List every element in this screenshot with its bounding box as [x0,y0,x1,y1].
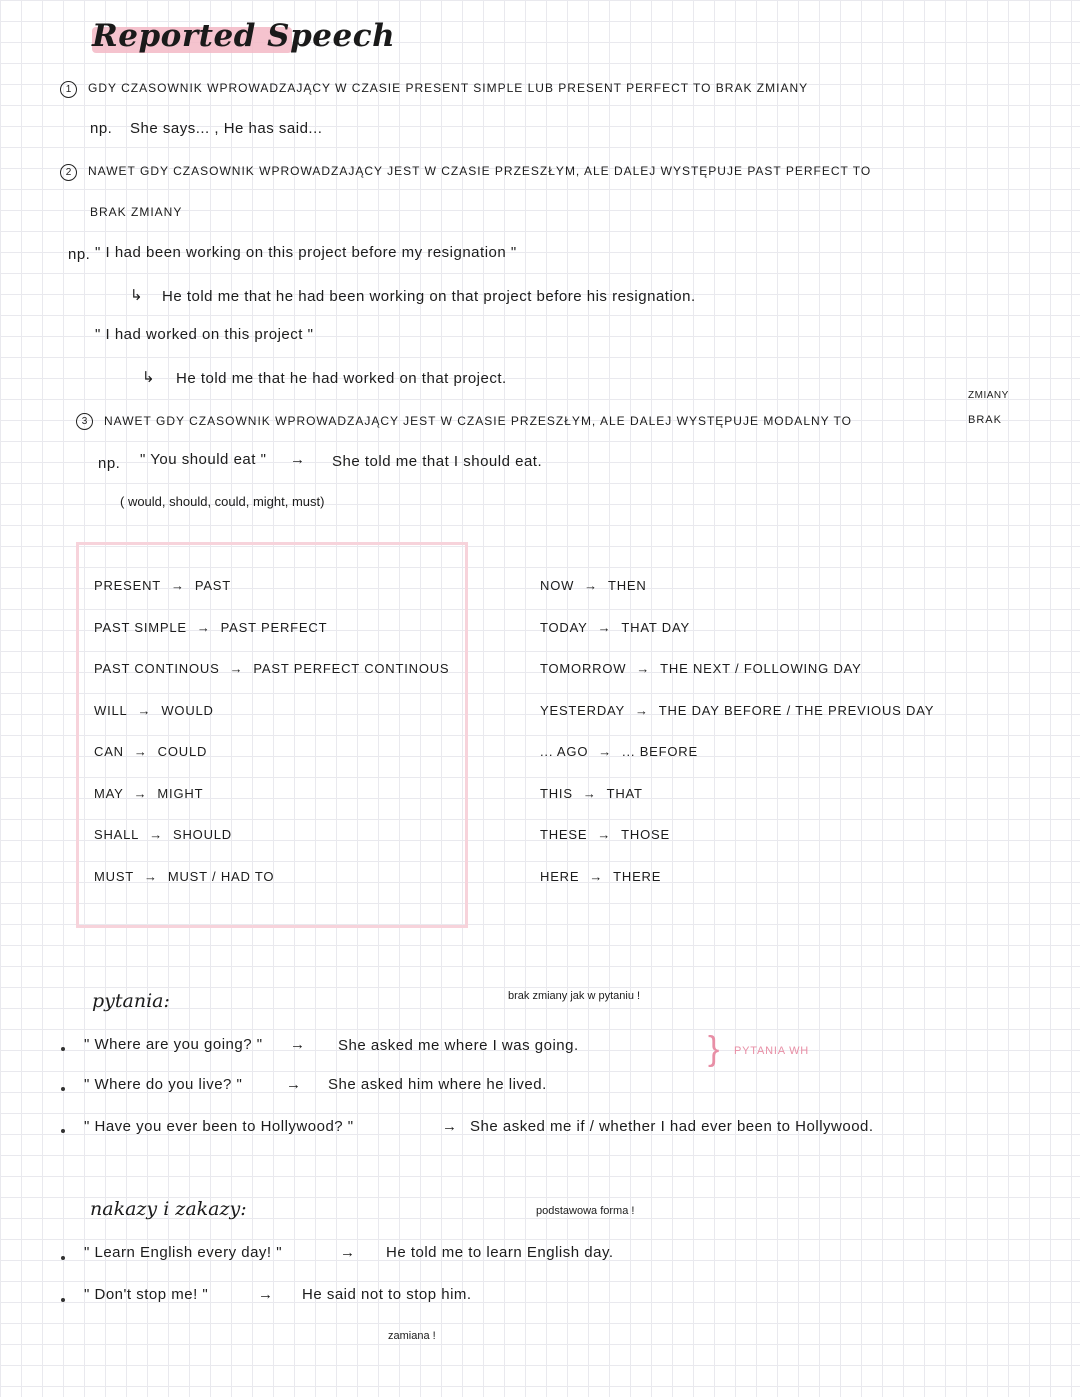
arrow-icon: → [229,661,244,676]
rule-number-3: 3 [76,413,93,430]
time-change-to: THERE [613,868,662,884]
arrow-icon: → [196,619,211,635]
tense-change-row [94,661,449,676]
tense-change-row [94,578,231,593]
bullet [61,1298,65,1302]
command-2-answer: He said not to stop him. [302,1286,472,1303]
arrow-icon: → [133,744,148,759]
time-change-row [540,620,690,635]
example-2-quote-1: " I had been working on this project before my resignation " [95,244,517,261]
tense-change-to: PAST [194,578,232,593]
rule-number-2: 2 [60,164,77,181]
command-2: " Don't stop me! " [84,1286,209,1303]
arrow-icon: → [137,702,152,718]
example-3-answer: She told me that I should eat. [332,453,543,470]
arrow-icon: → [582,785,597,801]
arrow-icon: → [149,827,164,842]
time-change-to: THE DAY BEFORE / THE PREVIOUS DAY [658,702,935,718]
time-change-row [540,744,698,759]
time-change-to: THE NEXT / FOLLOWING DAY [660,661,862,676]
tense-change-row [94,786,203,801]
arrow-icon: → [144,868,158,884]
time-change-from: THIS [540,785,573,801]
tense-change-to: SHOULD [173,827,232,842]
commands-heading: nakazy i zakazy: [90,1198,247,1220]
time-change-to: THAT [606,785,643,801]
tense-change-to: MIGHT [157,785,204,801]
rule-1-example-prefix: np. [90,120,113,137]
time-change-row [540,661,862,676]
time-change-row [540,869,661,884]
commands-note: podstawowa forma ! [536,1205,635,1217]
tense-change-from: PAST SIMPLE [94,619,187,635]
wh-questions-label: PYTANIA WH [734,1045,810,1057]
bullet [61,1087,65,1091]
rule-number-1: 1 [60,81,77,98]
rule-3-aside-bottom: BRAK [968,414,1002,426]
arrow-icon: → [171,578,185,593]
time-change-from: ... AGO [540,744,589,759]
tense-change-row [94,827,232,842]
command-1-arrow: → [340,1244,356,1261]
time-change-from: THESE [540,827,588,842]
tense-change-from: CAN [94,744,124,759]
page-title: Reported Speech [92,18,396,54]
arrow-icon: → [598,744,613,759]
time-change-from: YESTERDAY [540,702,625,718]
rule-2-text-line1: NAWET GDY CZASOWNIK WPROWADZAJĄCY JEST W CZASIE PRZESZŁYM, ALE DALEJ WYSTĘPUJE PAST PERFECT TO [88,164,872,178]
arrow-icon: → [634,702,649,718]
arrow-icon: → [133,785,148,801]
question-3: " Have you ever been to Hollywood? " [84,1118,354,1135]
tense-change-from: WILL [94,702,128,718]
example-2-quote-2: " I had worked on this project " [95,326,314,343]
rule-2-text-line2: BRAK ZMIANY [90,205,183,219]
question-2-answer: She asked him where he lived. [328,1076,547,1093]
time-change-from: TODAY [540,619,588,635]
commands-note-2: zamiana ! [388,1330,436,1342]
arrow-icon: → [584,578,598,593]
time-change-row [540,578,647,593]
command-2-arrow: → [258,1286,274,1303]
time-change-to: ... BEFORE [622,744,698,759]
time-change-row [540,703,934,718]
example-2-answer-2: He told me that he had worked on that project. [176,370,507,387]
tense-change-from: SHALL [94,827,140,842]
questions-note: brak zmiany jak w pytaniu ! [508,990,641,1002]
example-3-np: np. [98,455,121,472]
bullet [61,1047,65,1051]
question-2-arrow: → [286,1076,302,1093]
example-2-np: np. [68,246,91,263]
tense-change-from: MAY [94,785,124,801]
tense-change-to: PAST PERFECT [220,619,328,635]
tense-change-to: PAST PERFECT CONTINOUS [253,661,450,676]
time-change-from: NOW [540,578,575,593]
tense-change-to: COULD [157,744,208,759]
rule-3-aside-top: ZMIANY [968,390,1009,401]
question-3-answer: She asked me if / whether I had ever been to Hollywood. [470,1118,874,1135]
bullet [61,1256,65,1260]
rule-3-text: NAWET GDY CZASOWNIK WPROWADZAJĄCY JEST W CZASIE PRZESZŁYM, ALE DALEJ WYSTĘPUJE MODALNY TO [104,414,853,428]
command-1: " Learn English every day! " [84,1244,283,1261]
arrow-icon: → [589,868,604,884]
arrow-icon: → [597,827,612,842]
question-1: " Where are you going? " [84,1036,263,1053]
tense-change-row [94,703,214,718]
arrow-icon: → [636,661,651,676]
tense-change-to: MUST / HAD TO [167,868,275,884]
wh-brace: } [708,1030,720,1068]
time-change-row [540,786,643,801]
time-change-from: TOMORROW [540,661,627,676]
tense-change-from: PAST CONTINOUS [94,661,220,676]
example-2-answer-1: He told me that he had been working on that project before his resignation. [162,288,696,305]
question-2: " Where do you live? " [84,1076,243,1093]
tense-change-row [94,620,327,635]
arrow-icon: → [597,619,612,635]
tense-change-from: MUST [94,868,135,884]
tense-change-row [94,744,207,759]
question-3-arrow: → [442,1118,458,1135]
time-change-to: THAT DAY [621,619,690,635]
rule-1-text: GDY CZASOWNIK WPROWADZAJĄCY W CZASIE PRESENT SIMPLE LUB PRESENT PERFECT TO BRAK ZMIANY [88,81,809,95]
command-1-answer: He told me to learn English day. [386,1244,614,1261]
time-change-from: HERE [540,868,580,884]
example-2-answer-1-arrow: ↳ [130,287,144,304]
example-3-arrow: → [290,451,306,468]
modal-verbs-list: ( would, should, could, might, must) [120,494,325,509]
rule-1-example: She says... , He has said... [130,120,323,137]
time-change-to: THOSE [621,827,670,842]
questions-heading: pytania: [92,990,170,1012]
question-1-answer: She asked me where I was going. [338,1037,579,1054]
bullet [61,1129,65,1133]
tense-change-to: WOULD [161,702,214,718]
tense-change-from: PRESENT [94,578,162,593]
time-change-to: THEN [607,578,647,593]
example-2-answer-2-arrow: ↳ [142,369,156,386]
time-change-row [540,827,670,842]
question-1-arrow: → [290,1036,306,1053]
tense-change-row [94,869,274,884]
example-3-quote: " You should eat " [140,451,267,468]
